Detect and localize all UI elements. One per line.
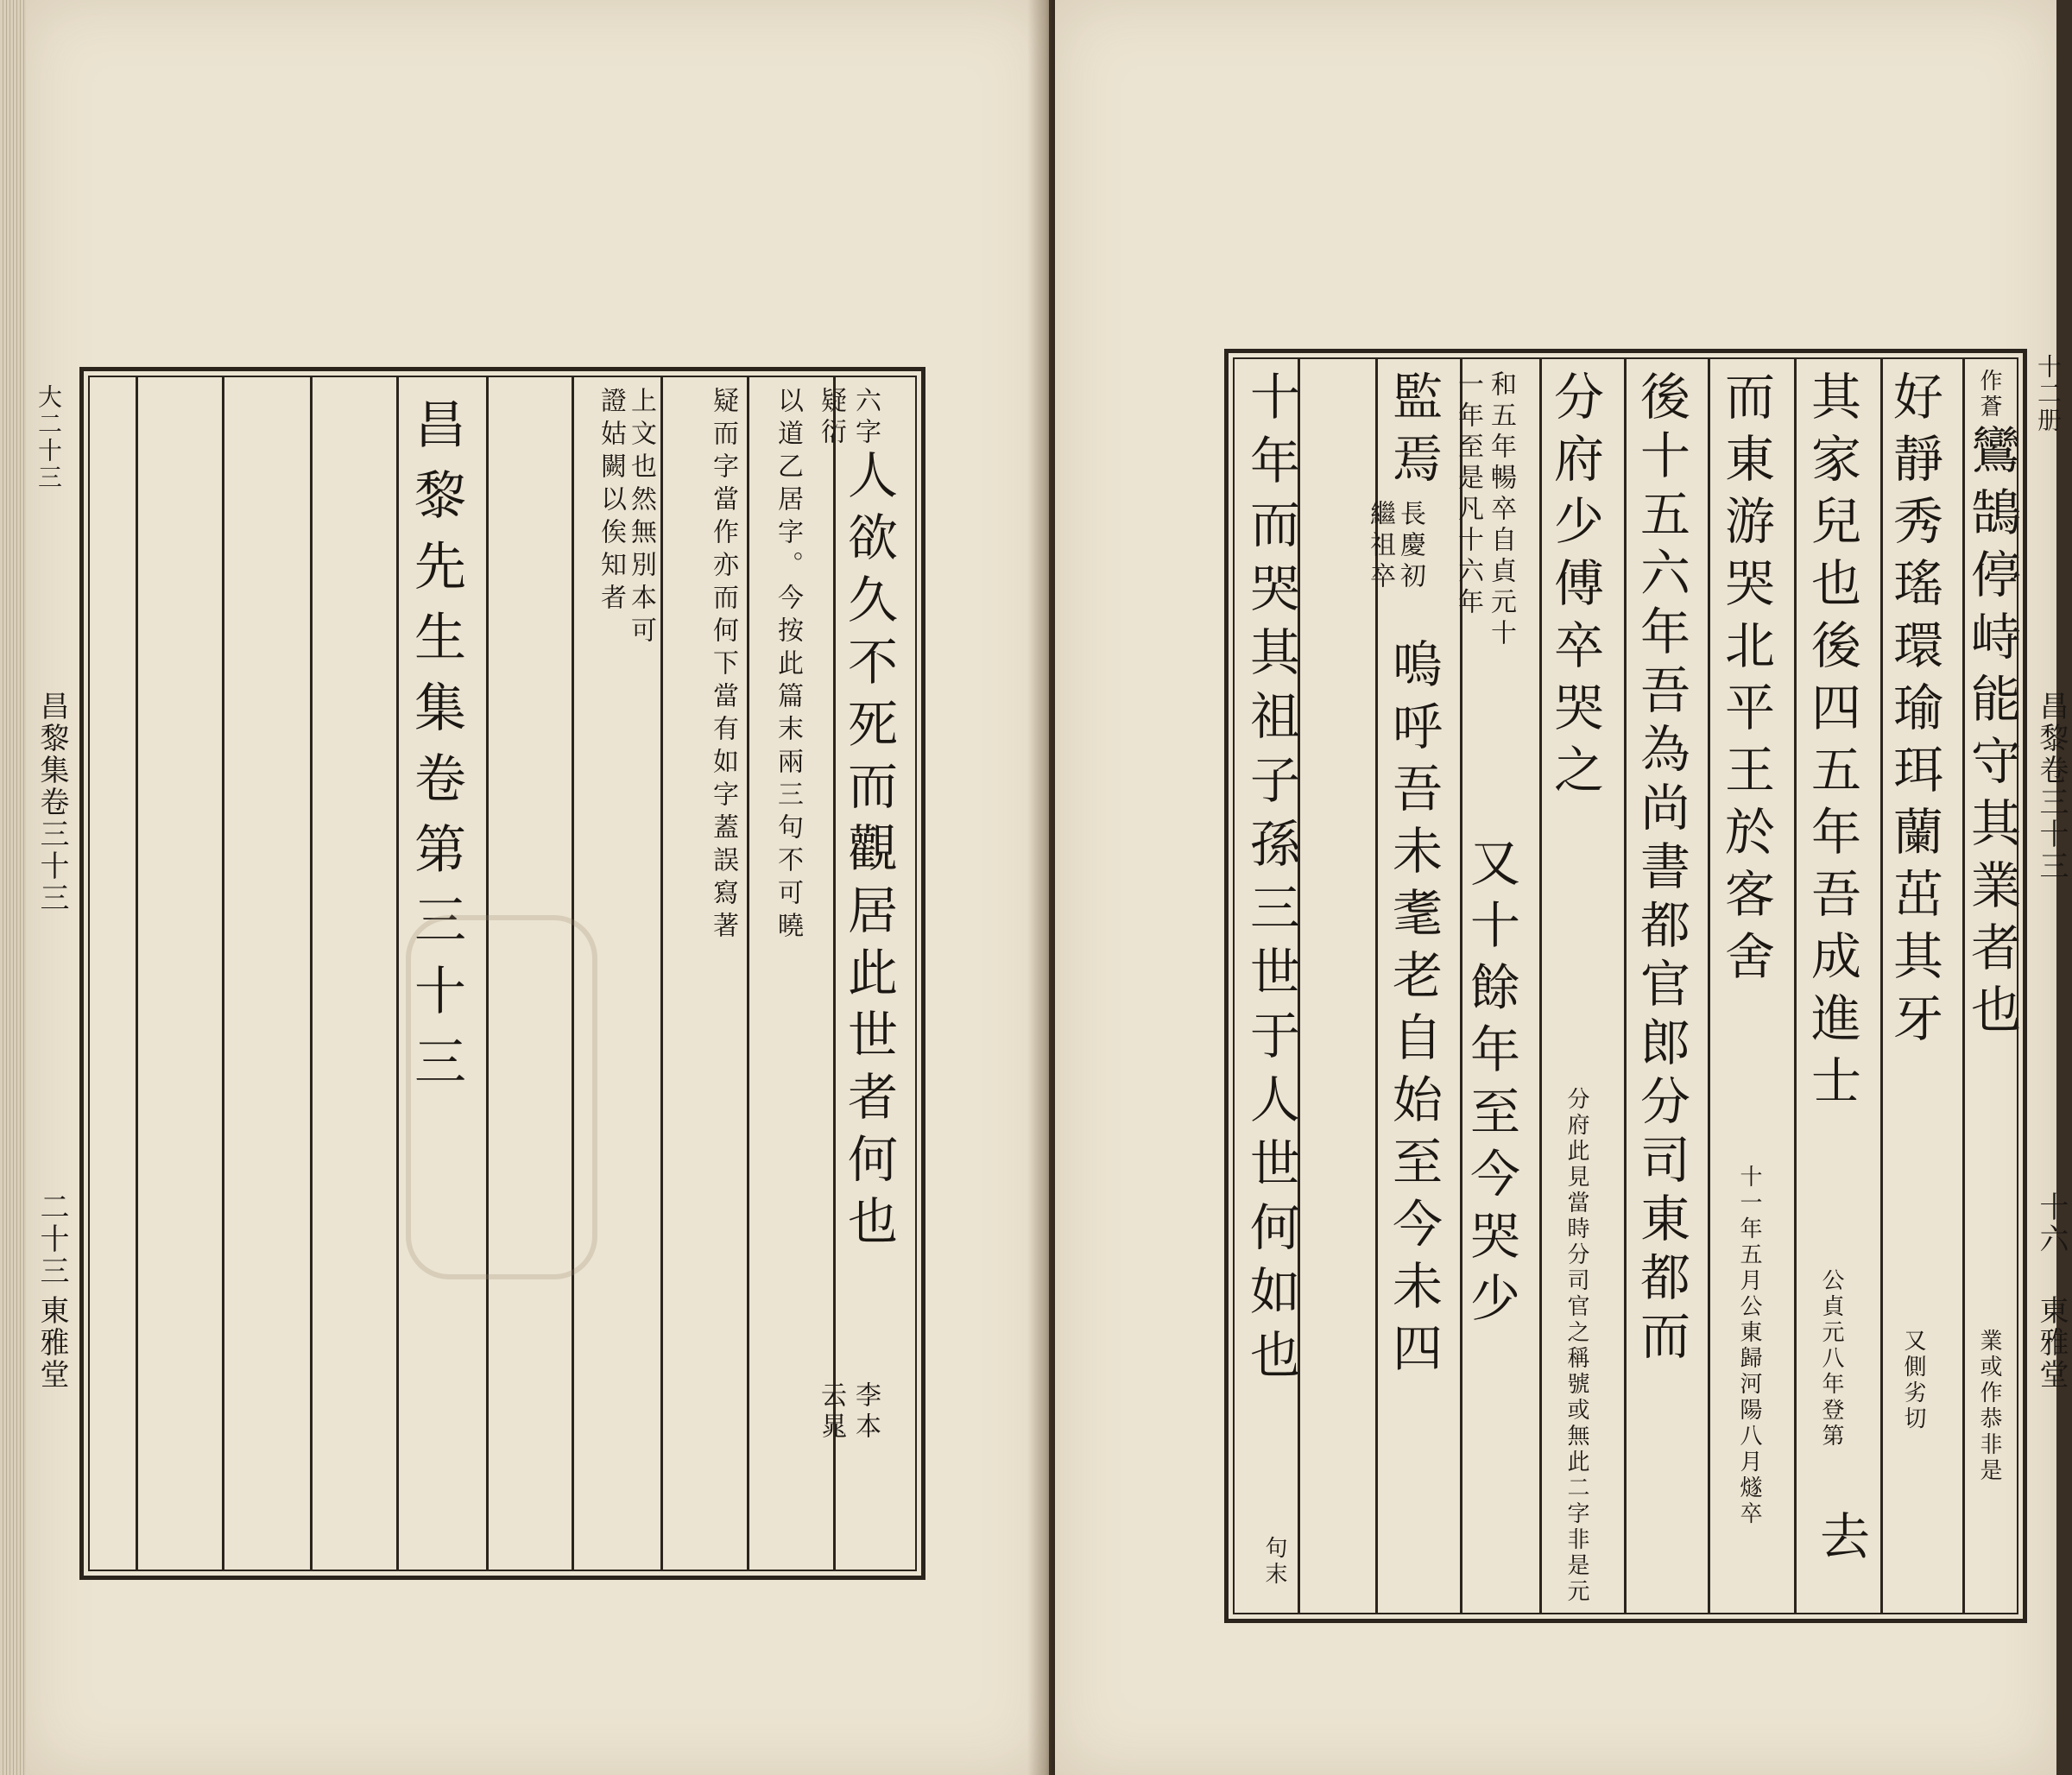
page-edge-stack [0,0,26,1775]
column-rule [222,376,224,1571]
annotation-small-end: 又側劣切 [1900,1329,1926,1432]
annotation-note: 疑而字當作亦而何下當有如字蓋誤寫著 [708,387,738,944]
main-text-line: 監焉 [1384,370,1443,495]
column-rule [1962,357,1965,1614]
annotation-note: 證姑闕以俟知者 [596,387,626,616]
annotation-small: 長慶初 [1395,500,1425,593]
annotation-small: 繼祖卒 [1365,500,1395,593]
margin-studio: 東雅堂 [2034,1295,2069,1391]
annotation-small-end: 分府此見當時分司官之稱號或無此二字非是元 [1563,1087,1589,1605]
left-page [26,0,1049,1775]
volume-title: 昌黎先生集卷第三十三 [406,397,466,1105]
column-rule [747,376,749,1571]
main-text-line: 好靜秀瑤環瑜珥蘭茁其牙 [1885,370,1943,1054]
column-rule [1708,357,1710,1614]
column-rule [1375,357,1378,1614]
column-rule [310,376,313,1571]
main-text-line: 嗚呼吾未耄老自始至今未四 [1384,638,1443,1384]
main-text-line: 其家兒也後四五年吾成進士 [1803,370,1861,1116]
annotation-small-end: 十一年五月公東歸河陽八月燧卒 [1736,1165,1762,1527]
column-rule [833,376,836,1571]
annotation-small-end: 李本 [850,1381,881,1443]
main-text-line: 去 [1811,1510,1870,1572]
annotation-small: 云晁 [816,1381,846,1443]
margin-volume-label: 大二十三 [35,384,63,491]
column-rule [1624,357,1627,1614]
gutter-shadow [1027,0,1057,1775]
margin-top-label: 十二册 [2034,354,2063,434]
annotation-note: 上文也然無別本可 [626,387,656,649]
main-text-line: 人欲久不死而觀居此世者何也 [839,449,898,1257]
annotation-small-end: 公貞元八年登第 [1818,1268,1844,1450]
annotation-small-end: 業或作恭非是 [1976,1329,2002,1484]
main-text-line: 鸞鵠停峙能守其業者也 [1962,424,2021,1045]
annotation-note: 以道乙居字。今按此篇末兩三句不可曉 [773,387,803,944]
margin-title: 昌黎卷三十三 [2034,691,2069,882]
annotation-small-top: 六字 [850,387,881,449]
column-rule [1460,357,1462,1614]
faded-seal [406,915,597,1279]
column-rule [1539,357,1542,1614]
main-text-line: 十年而哭其祖子孫三世于人世何如也 [1241,370,1300,1393]
margin-page-number: 二十三 [35,1191,69,1287]
column-rule [396,376,399,1571]
main-text-line: 後十五六年吾為尚書都官郎分司東都而 [1632,370,1690,1368]
margin-title: 昌黎集卷三十三 [35,691,69,914]
annotation-small-top: 作蒼 [1976,369,2002,420]
annotation-small-end: 句末 [1261,1536,1287,1588]
margin-page-number: 十六 [2034,1191,2069,1255]
column-rule [1298,357,1300,1614]
main-text-line: 分府少傅卒哭之 [1545,370,1604,805]
right-page-border [1224,349,2027,1623]
column-rule [1794,357,1797,1614]
margin-studio: 東雅堂 [35,1295,69,1391]
column-rule [1880,357,1883,1614]
annotation-small: 和五年暢卒自貞元十 [1486,370,1516,650]
column-rule [660,376,663,1571]
main-text-line: 又十餘年至今哭少 [1462,837,1520,1334]
annotation-small: 疑衍 [816,387,846,449]
annotation-small: 一年至是凡十六年 [1453,370,1483,619]
main-text-line: 而東游哭北平王於客舍 [1716,370,1775,992]
column-rule [136,376,138,1571]
